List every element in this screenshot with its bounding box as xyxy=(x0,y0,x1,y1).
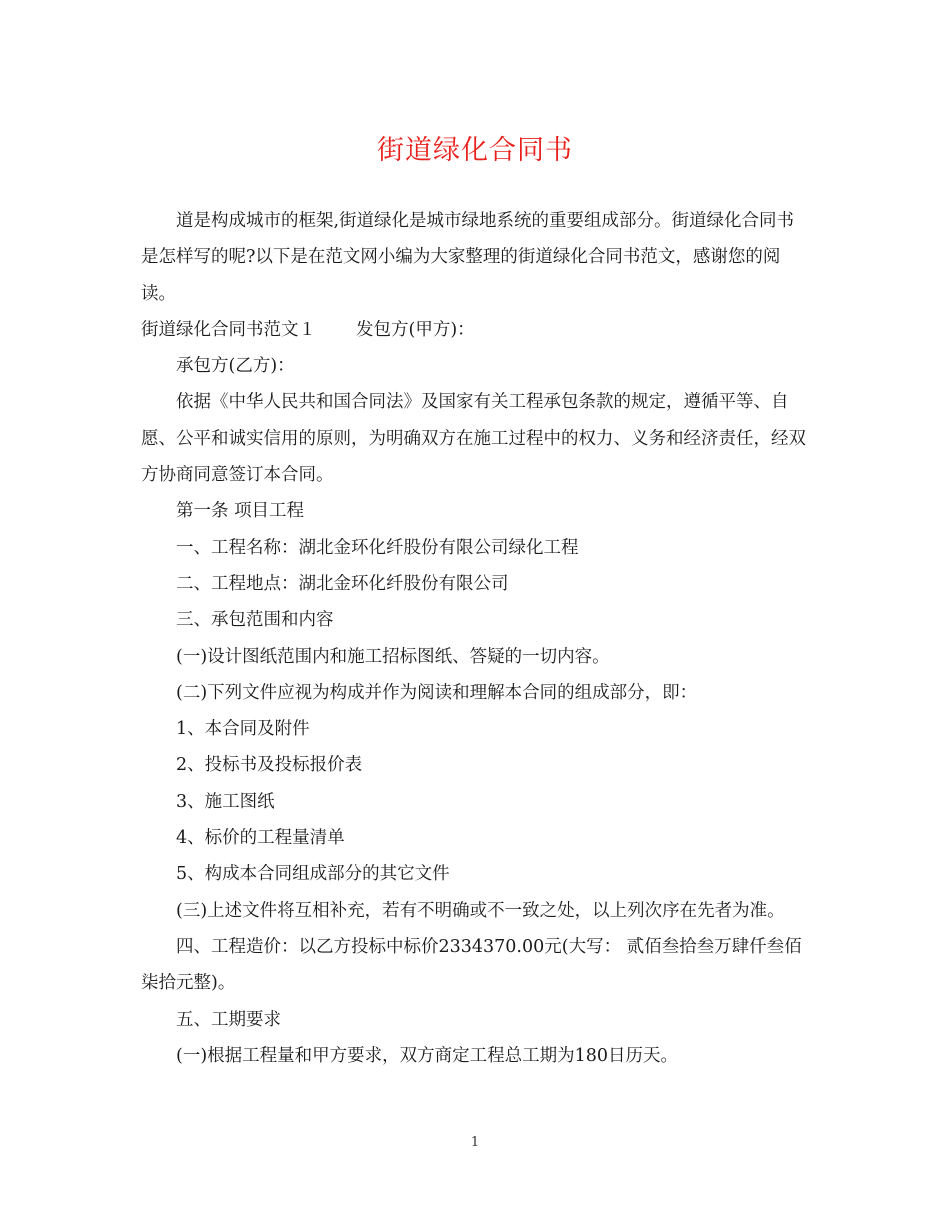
project-name-item: 一、工程名称：湖北金环化纤股份有限公司绿化工程 xyxy=(176,537,579,558)
document-title: 街道绿化合同书 xyxy=(377,135,573,166)
schedule-heading: 五、工期要求 xyxy=(176,1009,281,1030)
document-body xyxy=(141,203,809,1074)
document-list-item-5: 5、构成本合同组成部分的其它文件 xyxy=(176,864,450,885)
contract-price-item: 四、工程造价：以乙方投标中标价2334370.00元(大写： 贰佰叁拾叁万肆仟叁佰柒拾元整)。 xyxy=(141,936,802,994)
scope-sub-3: (三)上述文件将互相补充，若有不明确或不一致之处，以上列次序在先者为准。 xyxy=(176,900,785,921)
article-1-heading: 第一条 项目工程 xyxy=(176,501,305,522)
schedule-sub-1: (一)根据工程量和甲方要求，双方商定工程总工期为180日历天。 xyxy=(176,1045,679,1066)
sample-heading: 街道绿化合同书范文１ xyxy=(141,319,316,340)
intro-paragraph: 道是构成城市的框架,街道绿化是城市绿地系统的重要组成部分。街道绿化合同书是怎样写的呢?以下是在范文网小编为大家整理的街道绿化合同书范文，感谢您的阅读。 xyxy=(141,211,795,304)
document-list-item-2: 2、投标书及投标报价表 xyxy=(176,755,363,776)
page-number: 1 xyxy=(470,1135,480,1150)
basis-paragraph: 依据《中华人民共和国合同法》及国家有关工程承包条款的规定，遵循平等、自愿、公平和诚实信用的原则，为明确双方在施工过程中的权力、义务和经济责任，经双方协商同意签订本合同。 xyxy=(141,392,806,486)
party-a-label: 发包方(甲方)： xyxy=(356,319,475,340)
project-location-item: 二、工程地点：湖北金环化纤股份有限公司 xyxy=(176,573,509,594)
document-list-item-3: 3、施工图纸 xyxy=(176,791,275,812)
party-b-label: 承包方(乙方)： xyxy=(176,356,295,377)
scope-sub-2: (二)下列文件应视为构成并作为阅读和理解本合同的组成部分，即： xyxy=(176,682,698,703)
sample-heading-line xyxy=(141,312,809,348)
document-list-item-1: 1、本合同及附件 xyxy=(176,719,310,740)
scope-heading: 三、承包范围和内容 xyxy=(176,610,334,631)
document-list-item-4: 4、标价的工程量清单 xyxy=(176,828,345,849)
scope-sub-1: (一)设计图纸范围内和施工招标图纸、答疑的一切内容。 xyxy=(176,646,610,667)
